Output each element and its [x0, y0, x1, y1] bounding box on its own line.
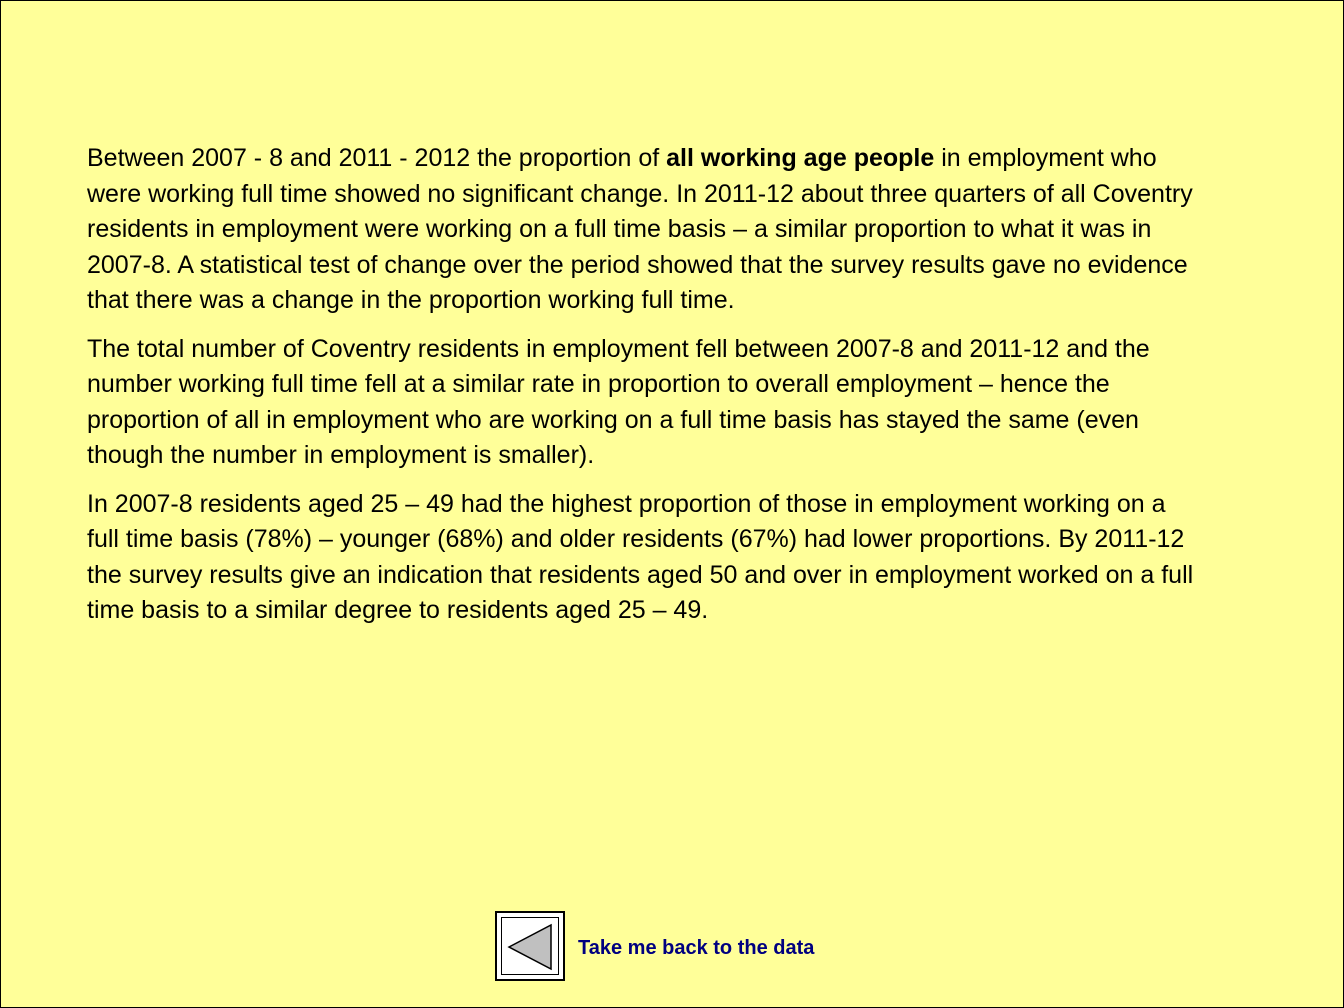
- back-navigation: [495, 911, 875, 985]
- paragraph-2: The total number of Coventry residents in employment fell between 2007-8 and 2011-12 and the number working full time fell at a similar rate in proportion to overall employment – hence the proportion of all in employment who are working on a full time basis has stayed the same (even though the number in employment is smaller).: [87, 334, 1150, 469]
- back-triangle-icon: [506, 922, 556, 972]
- paragraph-3: In 2007-8 residents aged 25 – 49 had the highest proportion of those in employment working on a full time basis (78%) – younger (68%) and older residents (67%) had lower proportions. By 2011-12 the survey results give an indication that residents aged 50 and over in employment worked on a full time basis to a similar degree to residents aged 25 – 49.: [87, 489, 1194, 624]
- paragraph-1-emphasis: all working age people: [666, 144, 935, 172]
- paragraph-1-intro: Between 2007 - 8 and 2011 - 2012 the proportion of: [87, 144, 667, 172]
- paragraph-1-body: in employment who were working full time showed no significant change. In 2011-12 about three quarters of all Coventry residents in employment were working on a full time basis – a similar proportion to what it was in 2007-8. A statistical test of change over the period showed that the survey results gave no evidence that there was a change in the proportion working full time.: [87, 144, 1193, 314]
- back-button[interactable]: [495, 911, 565, 981]
- back-button-inner: [501, 917, 559, 975]
- text-content: [87, 141, 1197, 642]
- paragraph-1: [87, 141, 1197, 319]
- back-to-data-link[interactable]: Take me back to the data: [578, 937, 815, 959]
